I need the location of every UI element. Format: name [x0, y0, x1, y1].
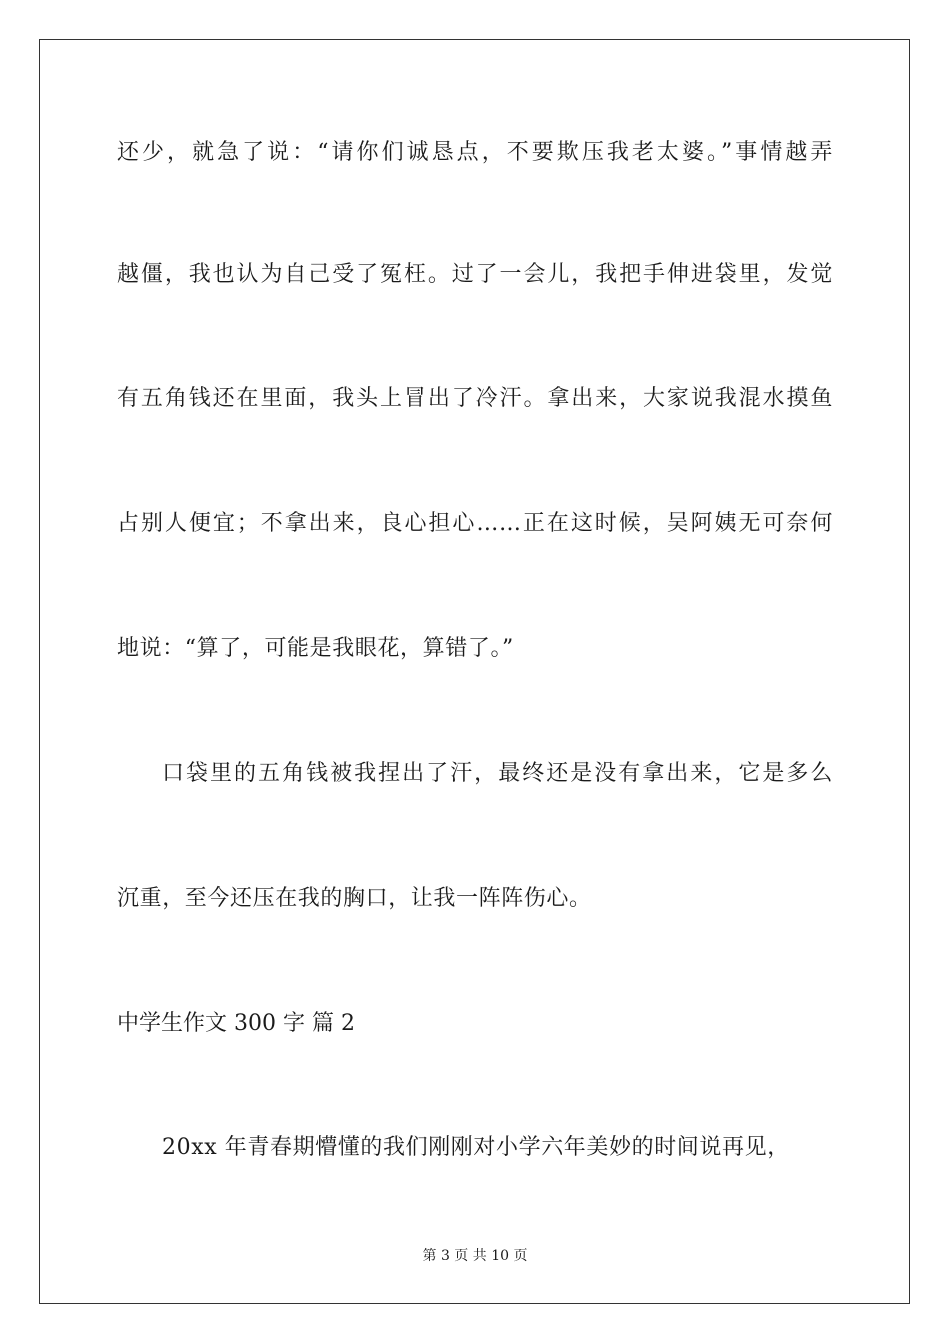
text-line-4: 占别人便宜；不拿出来，良心担心……正在这时候，吴阿姨无可奈何 [117, 511, 833, 536]
text-line-5: 地说：“算了，可能是我眼花，算错了。” [117, 636, 514, 661]
text-line-1: 还少，就急了说：“请你们诚恳点，不要欺压我老太婆。”事情越弄 [117, 140, 833, 165]
text-line-6: 口袋里的五角钱被我捏出了汗，最终还是没有拿出来，它是多么 [162, 761, 833, 786]
page-border [39, 39, 910, 1304]
text-line-8: 20xx 年青春期懵懂的我们刚刚对小学六年美妙的时间说再见， [162, 1135, 790, 1160]
page-number-footer: 第 3 页 共 10 页 [422, 1248, 528, 1264]
text-line-3: 有五角钱还在里面，我头上冒出了冷汗。拿出来，大家说我混水摸鱼 [117, 386, 833, 411]
section-heading: 中学生作文 300 字 篇 2 [117, 1011, 355, 1036]
text-line-2: 越僵，我也认为自己受了冤枉。过了一会儿，我把手伸进袋里，发觉 [117, 262, 833, 287]
text-line-7: 沉重，至今还压在我的胸口，让我一阵阵伤心。 [117, 886, 592, 911]
